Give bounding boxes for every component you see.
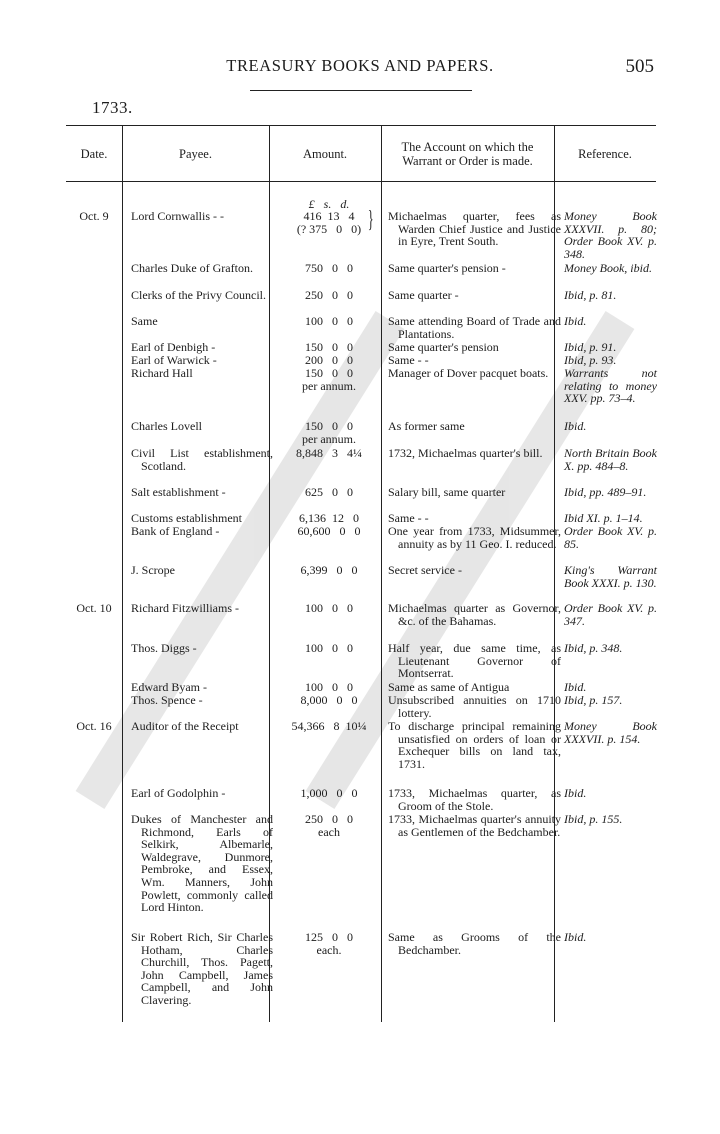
entry-amount — [276, 262, 382, 275]
entry-reference: Ibid. — [564, 680, 587, 694]
entry-amount — [276, 694, 382, 707]
entry-amount — [276, 512, 382, 525]
amount-value: 200 0 0 — [305, 353, 353, 367]
entry-payee: Lord Cornwallis - - — [131, 209, 224, 223]
entry-payee: Bank of England - — [131, 524, 220, 538]
column-divider — [122, 125, 123, 1022]
entry-reference: Ibid. — [564, 786, 587, 800]
entry-reference: Ibid, pp. 489–91. — [564, 485, 647, 499]
entry-account: Same as same of Antigua — [388, 680, 510, 694]
entry-amount — [276, 642, 382, 655]
amount-value: 100 0 0 — [305, 680, 353, 694]
entry-amount — [276, 787, 382, 800]
entry-payee: Charles Duke of Grafton. — [131, 261, 253, 275]
entry-account: Salary bill, same quarter — [388, 485, 506, 499]
amount-value: 1,000 0 0 — [300, 786, 358, 800]
entry-reference: Money Book XXXVII. p. 154. — [564, 719, 657, 746]
entry-payee: Same — [131, 314, 158, 328]
amount-value: 250 0 0 — [305, 288, 353, 302]
amount-note: per annum. — [302, 431, 356, 446]
entry-payee: Earl of Godolphin - — [131, 786, 226, 800]
entry-amount — [276, 354, 382, 367]
amount-value: 100 0 0 — [305, 314, 353, 328]
entry-account: One year from 1733, Midsummer, annuity as by 11 Geo. I. reduced. — [388, 524, 561, 551]
column-header-payee: Payee. — [179, 146, 212, 161]
amount-value: 625 0 0 — [305, 485, 353, 499]
entry-account: Same quarter's pension — [388, 340, 499, 354]
entry-payee: Edward Byam - — [131, 680, 207, 694]
entry-account: Same - - — [388, 511, 429, 525]
entry-amount — [276, 681, 382, 694]
entry-payee: Charles Lovell — [131, 419, 202, 433]
entry-payee: Earl of Warwick - — [131, 353, 217, 367]
entry-reference: Ibid, p. 157. — [564, 693, 623, 707]
entry-payee: Richard Hall — [131, 366, 193, 380]
entry-account: 1732, Michaelmas quarter's bill. — [388, 446, 543, 460]
entry-date: Oct. 9 — [79, 209, 109, 223]
entry-reference: Ibid XI. p. 1–14. — [564, 511, 643, 525]
entry-amount — [276, 289, 382, 302]
amount-value: 100 0 0 — [305, 601, 353, 615]
entry-account: Same - - — [388, 353, 429, 367]
entry-amount — [276, 525, 382, 538]
entry-amount — [276, 813, 382, 838]
entry-reference: Ibid. — [564, 930, 587, 944]
entry-payee: J. Scrope — [131, 563, 175, 577]
entry-reference: Ibid, p. 93. — [564, 353, 617, 367]
entry-date: Oct. 10 — [76, 601, 112, 615]
entry-reference: North Britain Book X. pp. 484–8. — [564, 446, 657, 473]
running-header: TREASURY BOOKS AND PAPERS. — [226, 56, 494, 75]
entry-reference: Ibid, p. 91. — [564, 340, 617, 354]
entry-account: 1733, Michaelmas quarter's annuity as Gentlemen of the Bedchamber. — [388, 812, 561, 839]
column-header-amount: Amount. — [302, 146, 348, 161]
entry-amount — [276, 315, 382, 328]
entry-payee: Richard Fitzwilliams - — [131, 601, 239, 615]
entry-reference: King's Warrant Book XXXI. p. 130. — [564, 563, 657, 590]
entry-reference: Order Book XV. p. 347. — [564, 601, 657, 628]
entry-amount — [276, 420, 382, 445]
entry-reference: Ibid, p. 348. — [564, 641, 623, 655]
amount-value: 100 0 0 — [305, 641, 353, 655]
entry-amount — [276, 207, 382, 236]
entry-account: Half year, due same time, as Lieutenant Governor of Montserrat. — [388, 641, 561, 681]
entry-reference: Ibid. — [564, 419, 587, 433]
entry-payee: Earl of Denbigh - — [131, 340, 216, 354]
amount-value: 6,399 0 0 — [300, 563, 358, 577]
entry-reference: Ibid. — [564, 314, 587, 328]
entry-account: Same quarter's pension - — [388, 261, 506, 275]
amount-value: 8,848 3 4¼ — [296, 446, 362, 460]
amount-value: 150 0 0 — [305, 340, 353, 354]
amount-value: 54,366 8 10¼ — [291, 719, 367, 733]
amount-value: 6,136 12 0 — [299, 511, 359, 525]
entry-payee: Thos. Spence - — [131, 693, 203, 707]
entry-account: Manager of Dover pacquet boats. — [388, 366, 549, 380]
entry-reference: Warrants not relating to money XXV. pp. 73–4. — [564, 366, 657, 406]
column-header-reference: Reference. — [578, 146, 632, 161]
entry-amount — [276, 367, 382, 392]
entry-account: To discharge principal remaining unsatisfied on orders of loan or Exchequer bills on land tax, 1731. — [388, 719, 561, 771]
header-rule — [250, 90, 472, 91]
entry-amount — [276, 447, 382, 460]
amount-value: 60,600 0 0 — [297, 524, 361, 538]
entry-payee: Salt establishment - — [131, 485, 226, 499]
amount-value: 250 0 0 — [305, 812, 353, 826]
year-heading: 1733. — [92, 98, 133, 117]
amount-value: 150 0 0 — [305, 366, 353, 380]
entry-account: Michaelmas quarter, fees as Warden Chief Justice and Justice in Eyre, Trent South. — [388, 209, 561, 249]
entry-reference: Ibid, p. 155. — [564, 812, 623, 826]
entry-amount — [276, 564, 382, 577]
entry-payee: Civil List establishment, Scotland. — [131, 446, 273, 473]
table-header-rule — [66, 181, 656, 182]
entry-account: 1733, Michaelmas quarter, as Groom of the Stole. — [388, 786, 561, 813]
amount-note: (? 375 0 0) — [296, 221, 362, 236]
entry-payee: Auditor of the Receipt — [131, 719, 239, 733]
page-number: 505 — [625, 56, 654, 77]
entry-amount — [276, 720, 382, 733]
entry-account: As former same — [388, 419, 465, 433]
amount-value: 416 13 4 — [303, 209, 355, 223]
entry-payee: Clerks of the Privy Council. — [131, 288, 266, 302]
entry-payee: Dukes of Manchester and Richmond, Earls of Selkirk, Albemarle, Waldegrave, Dunmore, Pembroke, and Essex, Wm. Manners, John Powlett, commonly called Lord Hinton. — [131, 812, 273, 915]
entry-account: Same quarter - — [388, 288, 459, 302]
entry-amount — [276, 602, 382, 615]
entry-reference: Ibid, p. 81. — [564, 288, 617, 302]
amount-value: 150 0 0 — [305, 419, 353, 433]
entry-reference: Money Book XXXVII. p. 80; Order Book XV. p. 348. — [564, 209, 657, 261]
entry-account: Same attending Board of Trade and Plantations. — [388, 314, 561, 341]
entry-account: Michaelmas quarter as Governor, &c. of the Bahamas. — [388, 601, 561, 628]
amount-value: 125 0 0 — [305, 930, 353, 944]
amount-brace: } — [367, 207, 374, 233]
amount-note: each. — [316, 942, 342, 957]
column-header-date: Date. — [80, 146, 108, 161]
entry-reference: Order Book XV. p. 85. — [564, 524, 657, 551]
amount-units: £ s. d. — [308, 197, 350, 211]
entry-reference: Money Book, ibid. — [564, 261, 652, 275]
amount-value: 750 0 0 — [305, 261, 353, 275]
entry-amount — [276, 486, 382, 499]
entry-account: Unsubscribed annuities on 1710 lottery. — [388, 693, 561, 720]
entry-account: Same as Grooms of the Bedchamber. — [388, 930, 561, 957]
entry-amount — [276, 341, 382, 354]
entry-account: Secret service - — [388, 563, 462, 577]
entry-payee: Thos. Diggs - — [131, 641, 197, 655]
entry-payee: Sir Robert Rich, Sir Charles Hotham, Charles Churchill, Thos. Pagett, John Campbell, James Campbell, and John Clavering. — [131, 930, 273, 1007]
entry-payee: Customs establishment — [131, 511, 242, 525]
amount-value: 8,000 0 0 — [300, 693, 358, 707]
amount-note: per annum. — [302, 378, 356, 393]
column-header-account: The Account on which the Warrant or Order is made. — [401, 139, 534, 168]
entry-amount — [276, 931, 382, 956]
amount-note: each — [318, 824, 340, 839]
entry-date: Oct. 16 — [76, 719, 112, 733]
